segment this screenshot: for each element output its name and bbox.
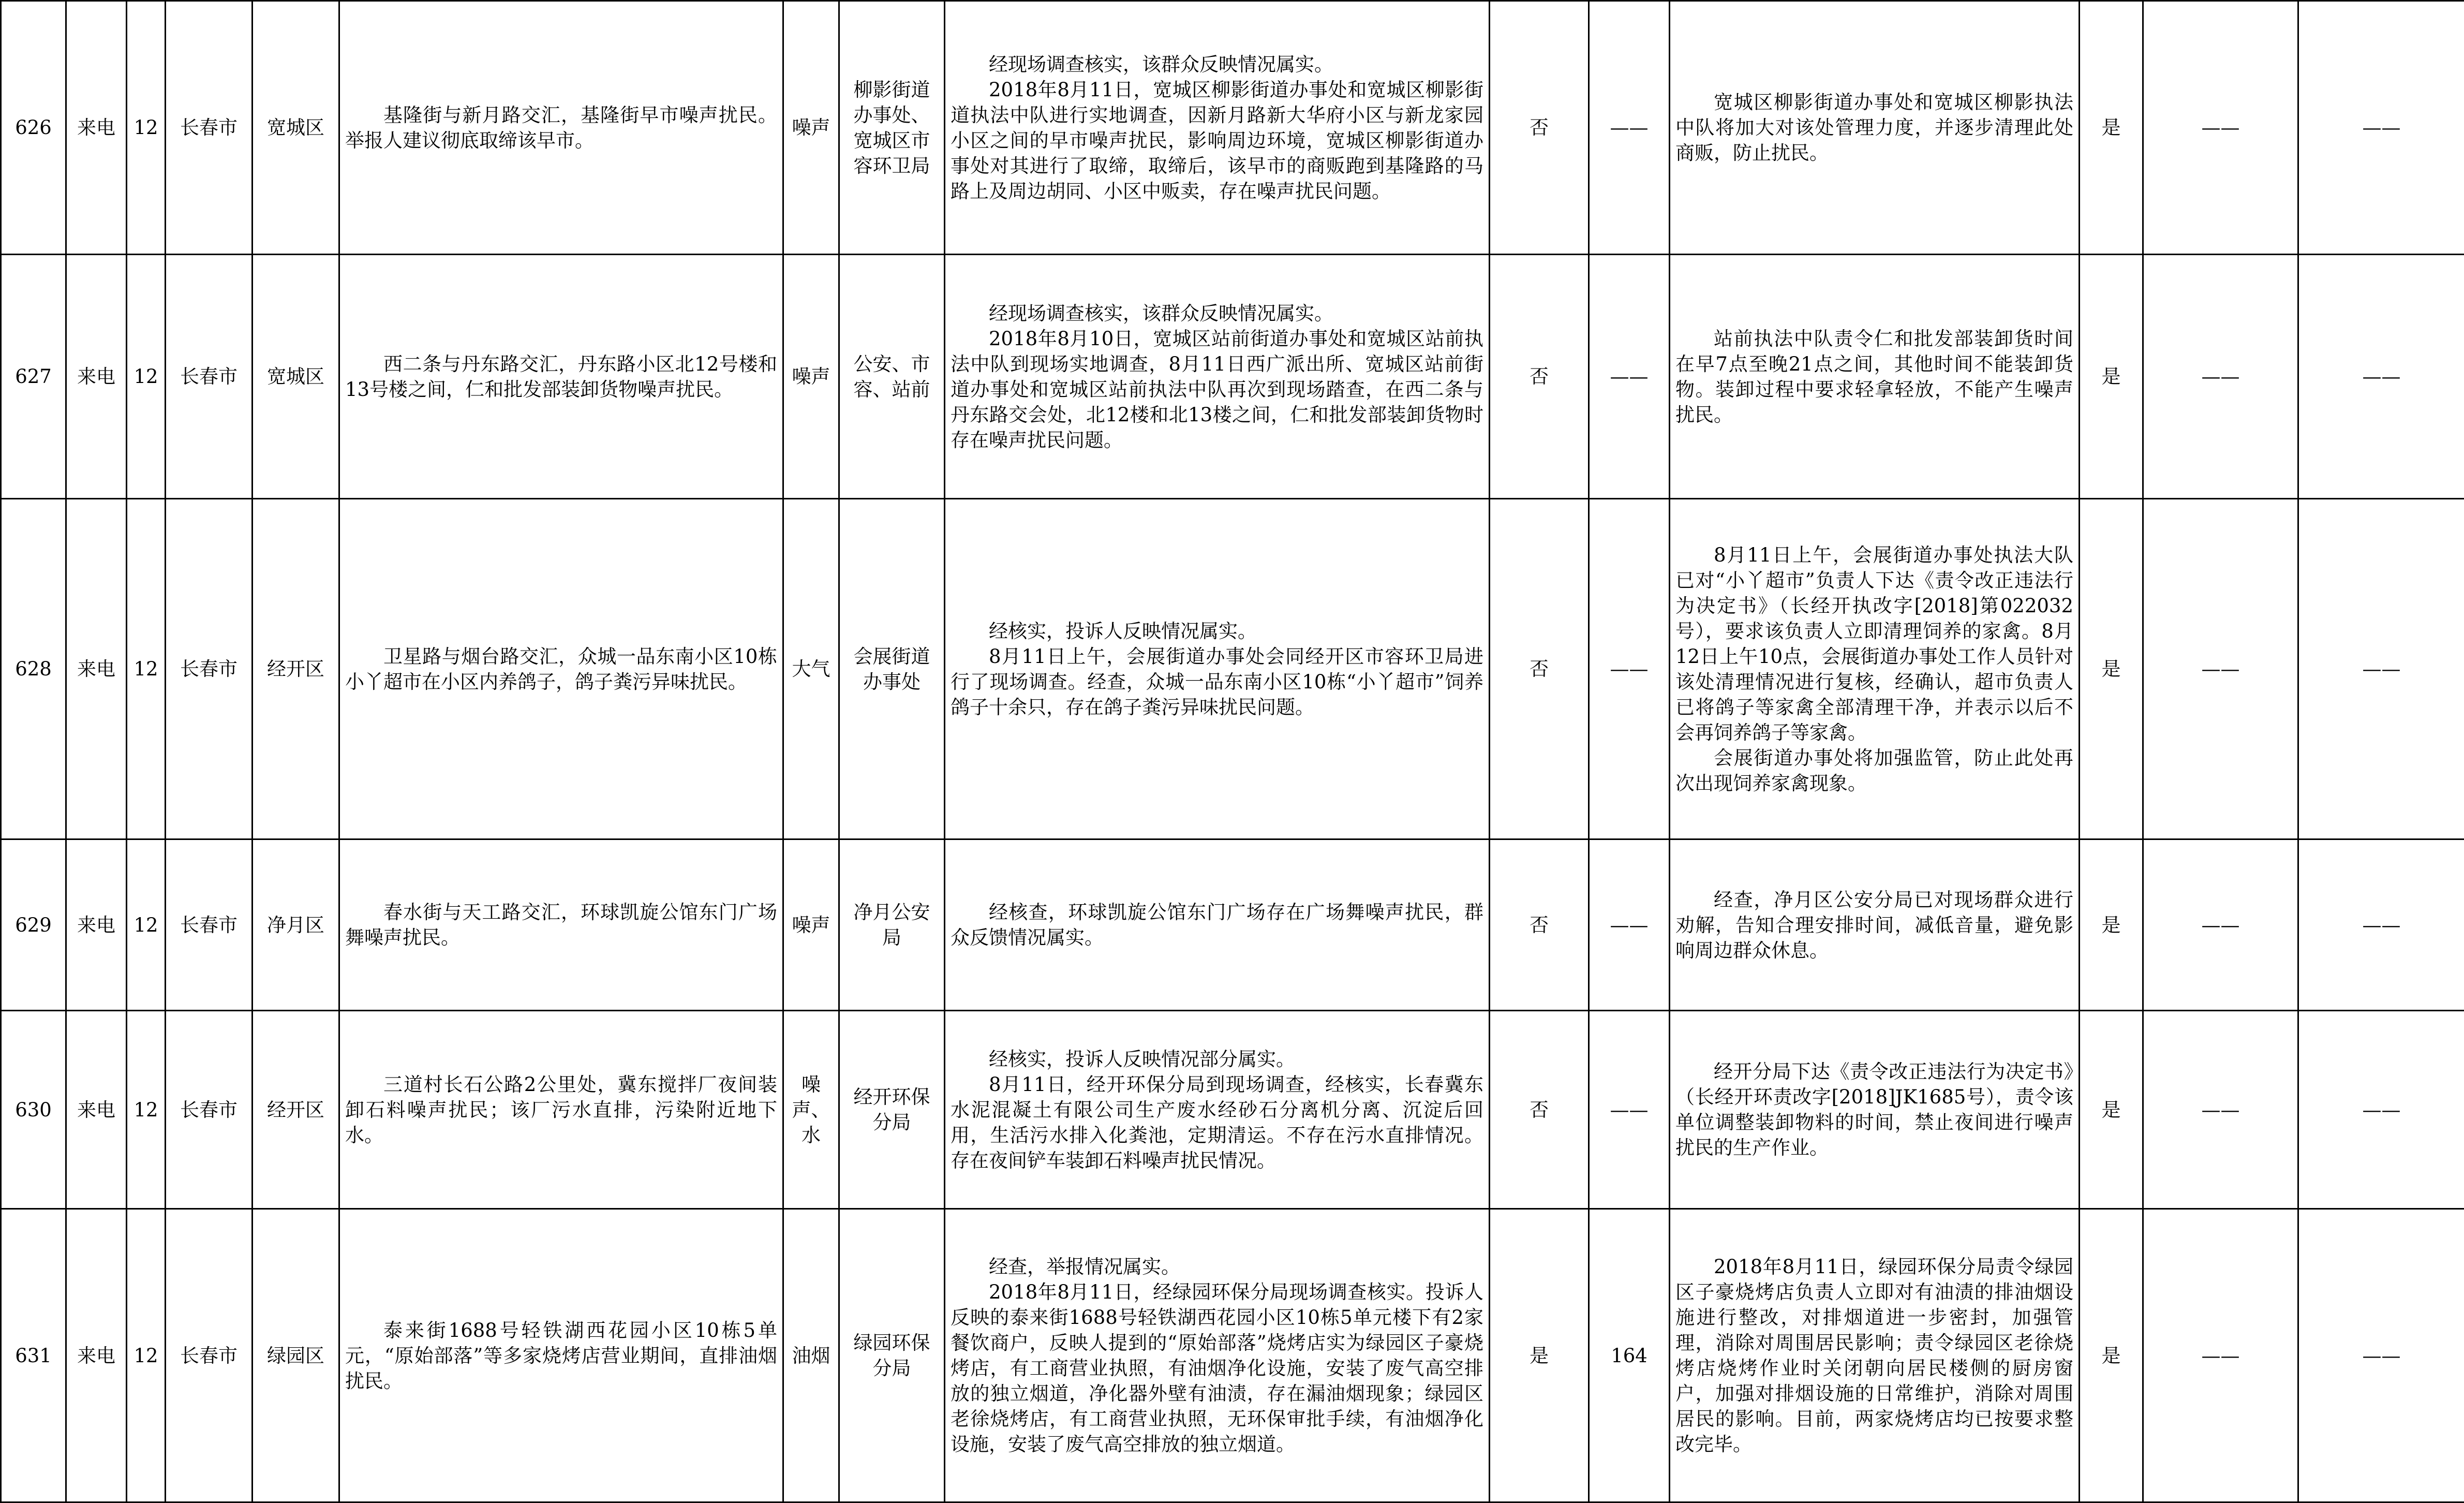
pollution-type-line: 油烟 bbox=[789, 1343, 833, 1368]
case-number-cell: 628 bbox=[1, 499, 66, 839]
penalized-cell: 否 bbox=[1490, 499, 1589, 839]
investigation-cell bbox=[945, 839, 1490, 1011]
rectification-paragraph: 2018年8月11日，绿园环保分局责令绿园区子豪烧烤店负责人立即对有油渍的排油烟设施进行整改，对排烟道进一步密封，加强管理，消除对周围居民影响；责令绿园区老徐烧烤店烧烤作业时关闭朝向居民楼侧的厨房窗户，加强对排烟设施的日常维护，消除对周围居民的影响。目前，两家烧烤店均已按要求整改完毕。 bbox=[1675, 1254, 2073, 1457]
batch-cell: 12 bbox=[127, 1011, 166, 1209]
source-cell: 来电 bbox=[66, 1011, 127, 1209]
penalized-cell: 否 bbox=[1490, 1011, 1589, 1209]
pollution-type-cell bbox=[783, 1209, 839, 1502]
district-cell: 宽城区 bbox=[253, 255, 339, 499]
complaint-cell bbox=[339, 1, 783, 255]
handling-unit-line: 净月公安 bbox=[845, 900, 939, 925]
investigation-cell bbox=[945, 255, 1490, 499]
handling-unit-line: 容、站前 bbox=[845, 377, 939, 402]
district-cell: 净月区 bbox=[253, 839, 339, 1011]
extra-col-15-cell: —— bbox=[2298, 255, 2464, 499]
source-cell: 来电 bbox=[66, 1209, 127, 1502]
complaint-cell bbox=[339, 839, 783, 1011]
handling-unit-line: 办事处 bbox=[845, 669, 939, 695]
complaint-text: 基隆街与新月路交汇，基隆街早市噪声扰民。举报人建议彻底取缔该早市。 bbox=[345, 102, 777, 153]
handling-unit-line: 绿园环保 bbox=[845, 1330, 939, 1355]
batch-cell: 12 bbox=[127, 1209, 166, 1502]
complaint-cell bbox=[339, 499, 783, 839]
extra-col-14-cell: —— bbox=[2143, 1209, 2298, 1502]
pollution-type-cell bbox=[783, 1011, 839, 1209]
completed-cell: 是 bbox=[2080, 499, 2143, 839]
rectification-paragraph: 经查，净月区公安分局已对现场群众进行劝解，告知合理安排时间，减低音量，避免影响周边群众休息。 bbox=[1675, 887, 2073, 963]
rectification-cell bbox=[1670, 255, 2080, 499]
handling-unit-line: 分局 bbox=[845, 1110, 939, 1135]
handling-unit-line: 经开环保 bbox=[845, 1084, 939, 1110]
handling-unit-line: 办事处、 bbox=[845, 102, 939, 128]
pollution-type-cell bbox=[783, 839, 839, 1011]
city-cell: 长春市 bbox=[166, 1209, 253, 1502]
pollution-type-cell bbox=[783, 255, 839, 499]
extra-col-14-cell: —— bbox=[2143, 1, 2298, 255]
handling-unit-line: 宽城区市 bbox=[845, 128, 939, 153]
pollution-type-cell bbox=[783, 1, 839, 255]
case-number-cell: 629 bbox=[1, 839, 66, 1011]
investigation-paragraph: 2018年8月11日，宽城区柳影街道办事处和宽城区柳影街道执法中队进行实地调查，因新月路新大华府小区与新龙家园小区之间的早市噪声扰民，影响周边环境，宽城区柳影街道办事处对其进行了取缔，取缔后，该早市的商贩跑到基隆路的马路上及周边胡同、小区中贩卖，存在噪声扰民问题。 bbox=[951, 77, 1483, 204]
completed-cell: 是 bbox=[2080, 255, 2143, 499]
case-number-cell: 627 bbox=[1, 255, 66, 499]
extra-col-15-cell: —— bbox=[2298, 839, 2464, 1011]
handling-unit-line: 分局 bbox=[845, 1355, 939, 1381]
pollution-type-line: 噪声、 bbox=[789, 1072, 833, 1123]
city-cell: 长春市 bbox=[166, 1, 253, 255]
district-cell: 经开区 bbox=[253, 499, 339, 839]
handling-unit-cell bbox=[839, 499, 945, 839]
pollution-type-cell bbox=[783, 499, 839, 839]
table-body bbox=[1, 1, 2464, 1502]
investigation-cell bbox=[945, 499, 1490, 839]
extra-col-15-cell: —— bbox=[2298, 499, 2464, 839]
batch-cell: 12 bbox=[127, 255, 166, 499]
investigation-cell bbox=[945, 1209, 1490, 1502]
penalty-count-cell: —— bbox=[1589, 839, 1670, 1011]
penalty-count-cell: —— bbox=[1589, 1011, 1670, 1209]
district-cell: 经开区 bbox=[253, 1011, 339, 1209]
rectification-paragraph: 宽城区柳影街道办事处和宽城区柳影执法中队将加大对该处管理力度，并逐步清理此处商贩，防止扰民。 bbox=[1675, 90, 2073, 166]
handling-unit-cell bbox=[839, 1, 945, 255]
handling-unit-line: 局 bbox=[845, 925, 939, 950]
extra-col-14-cell: —— bbox=[2143, 499, 2298, 839]
case-number-cell: 626 bbox=[1, 1, 66, 255]
city-cell: 长春市 bbox=[166, 1011, 253, 1209]
investigation-paragraph: 经现场调查核实，该群众反映情况属实。 bbox=[951, 301, 1483, 326]
investigation-paragraph: 2018年8月11日，经绿园环保分局现场调查核实。投诉人反映的泰来街1688号轻铁湖西花园小区10栋5单元楼下有2家餐饮商户，反映人提到的“原始部落”烧烤店实为绿园区子豪烧烤店，有工商营业执照，有油烟净化设施，安装了废气高空排放的独立烟道，净化器外壁有油渍，存在漏油烟现象；绿园区老徐烧烤店，有工商营业执照，无环保审批手续，有油烟净化设施，安装了废气高空排放的独立烟道。 bbox=[951, 1279, 1483, 1457]
completed-cell: 是 bbox=[2080, 839, 2143, 1011]
pollution-type-line: 大气 bbox=[789, 656, 833, 682]
city-cell: 长春市 bbox=[166, 499, 253, 839]
complaint-text: 泰来街1688号轻铁湖西花园小区10栋5单元，“原始部落”等多家烧烤店营业期间，直排油烟扰民。 bbox=[345, 1318, 777, 1394]
pollution-type-line: 噪声 bbox=[789, 115, 833, 140]
table-row bbox=[1, 499, 2464, 839]
source-cell: 来电 bbox=[66, 499, 127, 839]
handling-unit-cell bbox=[839, 255, 945, 499]
complaint-cell bbox=[339, 255, 783, 499]
penalized-cell: 否 bbox=[1490, 839, 1589, 1011]
pollution-type-line: 噪声 bbox=[789, 364, 833, 389]
extra-col-14-cell: —— bbox=[2143, 1011, 2298, 1209]
penalty-count-cell: —— bbox=[1589, 1, 1670, 255]
rectification-paragraph: 经开分局下达《责令改正违法行为决定书》（长经开环责改字[2018]JK1685号），责令该单位调整装卸物料的时间，禁止夜间进行噪声扰民的生产作业。 bbox=[1675, 1059, 2073, 1160]
handling-unit-line: 柳影街道 bbox=[845, 77, 939, 102]
extra-col-14-cell: —— bbox=[2143, 839, 2298, 1011]
table-row bbox=[1, 1011, 2464, 1209]
complaint-text: 卫星路与烟台路交汇，众城一品东南小区10栋小丫超市在小区内养鸽子，鸽子粪污异味扰民。 bbox=[345, 644, 777, 695]
batch-cell: 12 bbox=[127, 839, 166, 1011]
handling-unit-cell bbox=[839, 839, 945, 1011]
rectification-cell bbox=[1670, 839, 2080, 1011]
complaint-cell bbox=[339, 1011, 783, 1209]
batch-cell: 12 bbox=[127, 1, 166, 255]
table-row bbox=[1, 839, 2464, 1011]
complaint-text: 西二条与丹东路交汇，丹东路小区北12号楼和13号楼之间，仁和批发部装卸货物噪声扰民。 bbox=[345, 351, 777, 402]
extra-col-15-cell: —— bbox=[2298, 1209, 2464, 1502]
rectification-paragraph: 站前执法中队责令仁和批发部装卸货时间在早7点至晚21点之间，其他时间不能装卸货物。装卸过程中要求轻拿轻放，不能产生噪声扰民。 bbox=[1675, 326, 2073, 428]
table-row bbox=[1, 1, 2464, 255]
investigation-paragraph: 经核实，投诉人反映情况部分属实。 bbox=[951, 1047, 1483, 1072]
investigation-paragraph: 经现场调查核实，该群众反映情况属实。 bbox=[951, 52, 1483, 77]
penalized-cell: 否 bbox=[1490, 255, 1589, 499]
extra-col-15-cell: —— bbox=[2298, 1, 2464, 255]
rectification-cell bbox=[1670, 1011, 2080, 1209]
investigation-paragraph: 2018年8月10日，宽城区站前街道办事处和宽城区站前执法中队到现场实地调查，8月11日西广派出所、宽城区站前街道办事处和宽城区站前执法中队再次到现场踏查，在西二条与丹东路交会处，北12楼和北13楼之间，仁和批发部装卸货物时存在噪声扰民问题。 bbox=[951, 326, 1483, 453]
case-number-cell: 631 bbox=[1, 1209, 66, 1502]
investigation-paragraph: 8月11日，经开环保分局到现场调查，经核实，长春冀东水泥混凝土有限公司生产废水经砂石分离机分离、沉淀后回用，生活污水排入化粪池，定期清运。不存在污水直排情况。存在夜间铲车装卸石料噪声扰民情况。 bbox=[951, 1072, 1483, 1173]
rectification-cell bbox=[1670, 499, 2080, 839]
handling-unit-cell bbox=[839, 1011, 945, 1209]
rectification-cell bbox=[1670, 1209, 2080, 1502]
rectification-paragraph: 8月11日上午，会展街道办事处执法大队已对“小丫超市”负责人下达《责令改正违法行为决定书》（长经开执改字[2018]第022032号），要求该负责人立即清理饲养的家禽。8月12日上午10点，会展街道办事处工作人员针对该处清理情况进行复核，经确认，超市负责人已将鸽子等家禽全部清理干净，并表示以后不会再饲养鸽子等家禽。 bbox=[1675, 542, 2073, 745]
handling-unit-line: 公安、市 bbox=[845, 351, 939, 377]
city-cell: 长春市 bbox=[166, 255, 253, 499]
penalty-count-cell: 164 bbox=[1589, 1209, 1670, 1502]
rectification-cell bbox=[1670, 1, 2080, 255]
table-row bbox=[1, 1209, 2464, 1502]
complaint-text: 三道村长石公路2公里处，冀东搅拌厂夜间装卸石料噪声扰民；该厂污水直排，污染附近地下水。 bbox=[345, 1072, 777, 1148]
pollution-type-line: 水 bbox=[789, 1123, 833, 1148]
penalized-cell: 是 bbox=[1490, 1209, 1589, 1502]
handling-unit-cell bbox=[839, 1209, 945, 1502]
investigation-paragraph: 经核查，环球凯旋公馆东门广场存在广场舞噪声扰民，群众反馈情况属实。 bbox=[951, 900, 1483, 950]
completed-cell: 是 bbox=[2080, 1, 2143, 255]
extra-col-14-cell: —— bbox=[2143, 255, 2298, 499]
table-row bbox=[1, 255, 2464, 499]
investigation-cell bbox=[945, 1011, 1490, 1209]
source-cell: 来电 bbox=[66, 1, 127, 255]
pollution-type-line: 噪声 bbox=[789, 912, 833, 938]
extra-col-15-cell: —— bbox=[2298, 1011, 2464, 1209]
completed-cell: 是 bbox=[2080, 1209, 2143, 1502]
district-cell: 绿园区 bbox=[253, 1209, 339, 1502]
source-cell: 来电 bbox=[66, 255, 127, 499]
rectification-paragraph: 会展街道办事处将加强监管，防止此处再次出现饲养家禽现象。 bbox=[1675, 745, 2073, 796]
complaint-text: 春水街与天工路交汇，环球凯旋公馆东门广场舞噪声扰民。 bbox=[345, 900, 777, 950]
investigation-paragraph: 8月11日上午，会展街道办事处会同经开区市容环卫局进行了现场调查。经查，众城一品东南小区10栋“小丫超市”饲养鸽子十余只，存在鸽子粪污异味扰民问题。 bbox=[951, 644, 1483, 720]
handling-unit-line: 会展街道 bbox=[845, 644, 939, 669]
batch-cell: 12 bbox=[127, 499, 166, 839]
city-cell: 长春市 bbox=[166, 839, 253, 1011]
investigation-paragraph: 经查，举报情况属实。 bbox=[951, 1254, 1483, 1279]
penalty-count-cell: —— bbox=[1589, 255, 1670, 499]
case-number-cell: 630 bbox=[1, 1011, 66, 1209]
penalized-cell: 否 bbox=[1490, 1, 1589, 255]
handling-unit-line: 容环卫局 bbox=[845, 153, 939, 179]
penalty-count-cell: —— bbox=[1589, 499, 1670, 839]
source-cell: 来电 bbox=[66, 839, 127, 1011]
investigation-paragraph: 经核实，投诉人反映情况属实。 bbox=[951, 618, 1483, 644]
complaint-cell bbox=[339, 1209, 783, 1502]
investigation-cell bbox=[945, 1, 1490, 255]
district-cell: 宽城区 bbox=[253, 1, 339, 255]
completed-cell: 是 bbox=[2080, 1011, 2143, 1209]
